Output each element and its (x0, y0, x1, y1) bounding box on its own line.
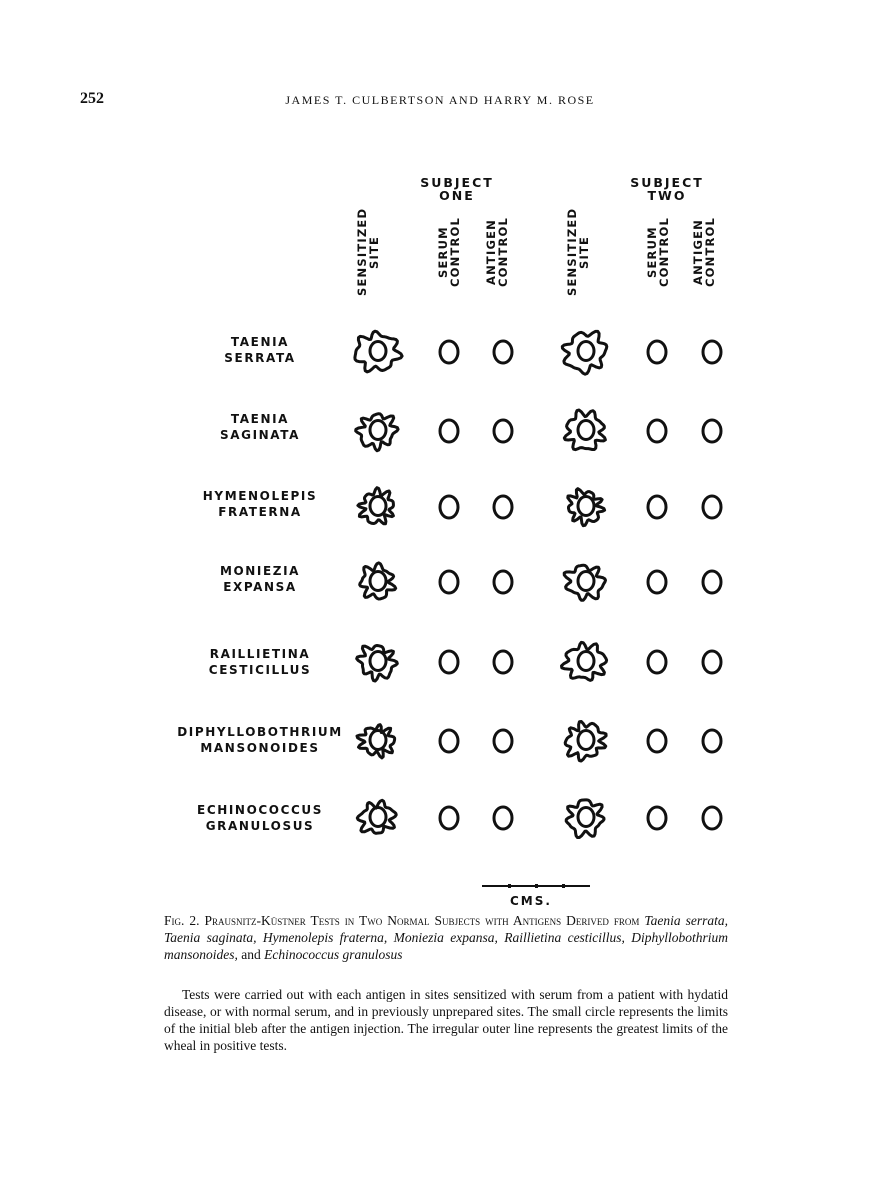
page-number: 252 (80, 90, 104, 107)
bleb-circle (578, 808, 594, 827)
row-label-line2: GRANULOSUS (205, 819, 315, 833)
bleb-circle (370, 808, 386, 827)
figure-caption (164, 912, 728, 963)
row-label-line1: ECHINOCOCCUS (197, 803, 323, 817)
bleb-circle (703, 496, 721, 518)
column-label-line1: SERUM (645, 226, 659, 278)
row-label-line1: TAENIA (230, 412, 290, 426)
bleb-circle (648, 420, 666, 442)
scale-label: CMS. (510, 894, 552, 908)
scale-bar-tick (535, 884, 538, 888)
column-label-line2: CONTROL (448, 216, 462, 288)
row-label-line2: CESTICILLUS (208, 663, 312, 677)
bleb-circle (370, 497, 386, 516)
bleb-circle (703, 571, 721, 593)
wheal-outline (358, 488, 394, 524)
bleb-circle (440, 341, 458, 363)
wheal-outline (564, 410, 605, 450)
column-label-line2: SITE (367, 235, 381, 269)
bleb-circle (578, 572, 594, 591)
scale-bar (482, 884, 590, 888)
subject-one-line1: SUBJECT (420, 175, 494, 190)
bleb-circle (703, 420, 721, 442)
bleb-circle (440, 496, 458, 518)
row-label-line2: SAGINATA (220, 428, 300, 442)
bleb-circle (703, 651, 721, 673)
bleb-circle (648, 730, 666, 752)
bleb-circle (440, 651, 458, 673)
wheal-outline (355, 331, 402, 372)
wheal-outline (360, 563, 396, 599)
bleb-circle (440, 730, 458, 752)
bleb-circle (648, 496, 666, 518)
column-label-line2: CONTROL (657, 216, 671, 288)
column-label-line1: SENSITIZED (565, 207, 579, 297)
bleb-circle (494, 496, 512, 518)
bleb-circle (494, 420, 512, 442)
row-label-line1: RAILLIETINA (209, 647, 311, 661)
column-label-line1: SERUM (436, 226, 450, 278)
caption-species: Hymenolepis fraterna, (262, 930, 388, 945)
wheal-outline (562, 331, 607, 374)
column-label-line2: SITE (577, 235, 591, 269)
caption-title: Fig. 2. Prausnitz-Küstner Tests in Two Normal Subjects with Antigens Derived from (164, 913, 640, 928)
row-label-line2: MANSONOIDES (200, 741, 320, 755)
bleb-circle (648, 651, 666, 673)
column-label-line2: CONTROL (703, 216, 717, 288)
subject-two-line1: SUBJECT (630, 175, 704, 190)
caption-species: Taenia saginata, (164, 930, 257, 945)
bleb-circle (494, 341, 512, 363)
caption-species: Diphyllobothrium mansonoides, (164, 930, 729, 962)
bleb-circle (703, 341, 721, 363)
scale-bar-tick (508, 884, 511, 888)
bleb-circle (578, 342, 594, 361)
bleb-circle (370, 421, 386, 440)
row-label-line1: MONIEZIA (219, 564, 301, 578)
bleb-circle (578, 497, 594, 516)
row-label-line2: EXPANSA (223, 580, 297, 594)
body-paragraph: Tests were carried out with each antigen in sites sensitized with serum from a patient with hydatid disease, or with normal serum, and in previously unprepared sites. The small circle represents the limits of the initial bleb after the antigen injection. The irregular outer line represents the greatest limits of the wheal in positive tests. (164, 987, 728, 1053)
wheal-outline (566, 800, 604, 838)
bleb-circle (494, 807, 512, 829)
caption-species: Raillietina cesticillus, (504, 930, 625, 945)
bleb-circle (703, 730, 721, 752)
wheal-outline (568, 489, 605, 526)
row-label-line1: HYMENOLEPIS (202, 489, 318, 503)
column-label-line2: CONTROL (496, 216, 510, 288)
column-label-line1: ANTIGEN (484, 219, 498, 285)
bleb-circle (578, 731, 594, 750)
subject-one-line2: ONE (439, 188, 475, 203)
bleb-circle (370, 572, 386, 591)
caption-species: Taenia serrata, (644, 913, 729, 928)
bleb-circle (494, 571, 512, 593)
row-label-line2: FRATERNA (218, 505, 302, 519)
bleb-circle (648, 341, 666, 363)
caption-species: Echinococcus granulosus (264, 947, 403, 962)
scale-bar-tick (562, 884, 565, 888)
running-head: JAMES T. CULBERTSON AND HARRY M. ROSE (285, 93, 595, 107)
bleb-circle (578, 652, 594, 671)
caption-species: Moniezia expansa, (393, 930, 498, 945)
bleb-circle (494, 730, 512, 752)
row-label-line1: TAENIA (230, 335, 290, 349)
bleb-circle (370, 342, 386, 361)
bleb-circle (370, 652, 386, 671)
column-label-line1: SENSITIZED (355, 207, 369, 297)
bleb-circle (648, 807, 666, 829)
column-label-line1: ANTIGEN (691, 219, 705, 285)
bleb-circle (578, 421, 594, 440)
bleb-circle (440, 420, 458, 442)
bleb-circle (440, 571, 458, 593)
wheal-outline (565, 722, 606, 762)
wheal-outline (562, 642, 607, 680)
bleb-circle (703, 807, 721, 829)
bleb-circle (440, 807, 458, 829)
bleb-circle (494, 651, 512, 673)
row-label-line2: SERRATA (224, 351, 296, 365)
bleb-circle (648, 571, 666, 593)
row-label-line1: DIPHYLLOBOTHRIUM (177, 725, 343, 739)
caption-conjunction: and (241, 947, 261, 962)
subject-two-line2: TWO (647, 188, 687, 203)
bleb-circle (370, 731, 386, 750)
wheal-outline (357, 800, 396, 833)
